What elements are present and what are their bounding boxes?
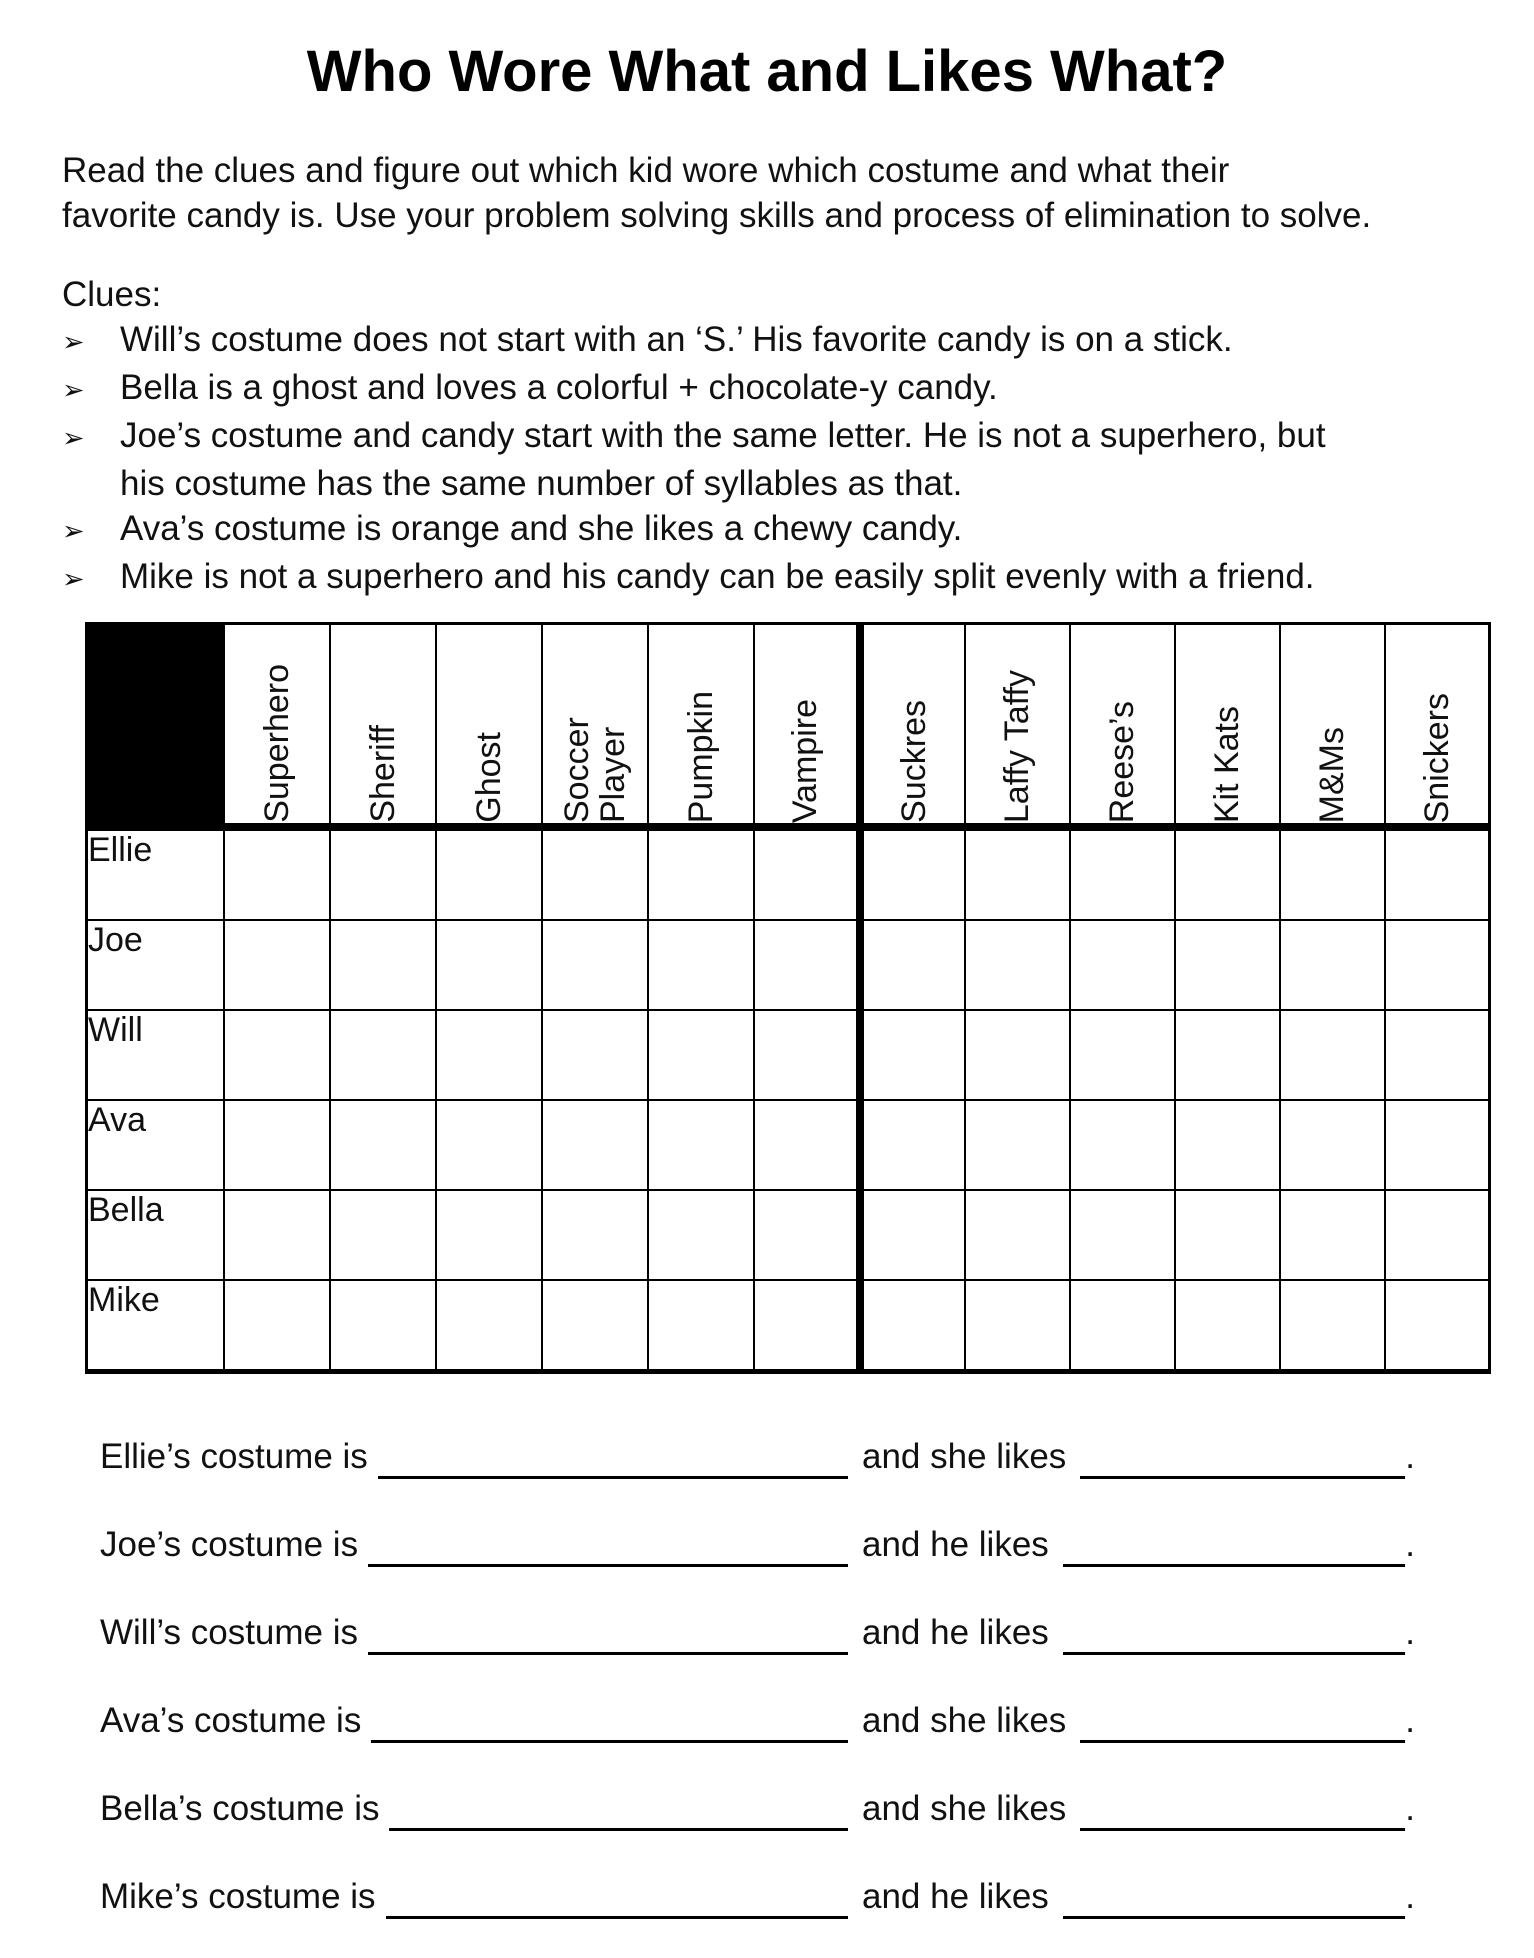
answers-section bbox=[100, 1434, 1534, 1919]
answer-lead: Mike’s costume is bbox=[100, 1877, 376, 1916]
arrow-bullet-icon: ➢ bbox=[62, 423, 85, 454]
grid-cell[interactable] bbox=[542, 827, 648, 920]
col-header-label: Pumpkin bbox=[681, 690, 720, 823]
grid-cell[interactable] bbox=[1070, 1280, 1175, 1372]
answer-lead: Joe’s costume is bbox=[100, 1525, 359, 1564]
answer-blank-costume[interactable] bbox=[368, 1616, 848, 1655]
grid-cell[interactable] bbox=[754, 920, 860, 1010]
grid-row-bella bbox=[87, 1190, 1490, 1280]
answer-period: . bbox=[1405, 1877, 1415, 1916]
grid-cell[interactable] bbox=[965, 920, 1070, 1010]
grid-cell[interactable] bbox=[754, 1100, 860, 1190]
grid-cell[interactable] bbox=[1070, 920, 1175, 1010]
intro-paragraph bbox=[62, 148, 1534, 238]
grid-cell[interactable] bbox=[1385, 1280, 1490, 1372]
answer-mid: and he likes bbox=[862, 1613, 1049, 1652]
col-header-laffy-taffy bbox=[965, 624, 1070, 828]
col-header-label: Suckres bbox=[894, 700, 933, 823]
clue-text: Mike is not a superhero and his candy can be easily split evenly with a friend. bbox=[120, 557, 1315, 596]
answer-blank-candy[interactable] bbox=[1063, 1880, 1405, 1919]
grid-cell[interactable] bbox=[1070, 827, 1175, 920]
col-header-snickers bbox=[1385, 624, 1490, 828]
grid-cell[interactable] bbox=[542, 1010, 648, 1100]
col-header-reeses bbox=[1070, 624, 1175, 828]
grid-cell[interactable] bbox=[648, 827, 754, 920]
grid-cell[interactable] bbox=[1070, 1100, 1175, 1190]
col-header-label: Vampire bbox=[786, 698, 824, 823]
grid-cell[interactable] bbox=[648, 920, 754, 1010]
grid-row-ava bbox=[87, 1100, 1490, 1190]
answer-row-ellie bbox=[100, 1434, 1415, 1479]
grid-cell[interactable] bbox=[1385, 920, 1490, 1010]
col-header-superhero bbox=[224, 624, 330, 828]
answer-period: . bbox=[1405, 1701, 1415, 1740]
row-label-joe: Joe bbox=[87, 920, 224, 1010]
col-header-kit-kats bbox=[1175, 624, 1280, 828]
grid-cell[interactable] bbox=[1175, 1190, 1280, 1280]
grid-cell[interactable] bbox=[754, 1280, 860, 1372]
grid-cell[interactable] bbox=[542, 920, 648, 1010]
grid-cell[interactable] bbox=[860, 1100, 965, 1190]
col-header-label: Soccer Player bbox=[557, 717, 632, 823]
grid-cell[interactable] bbox=[330, 1010, 436, 1100]
grid-cell[interactable] bbox=[1175, 1100, 1280, 1190]
clue-text: Joe’s costume and candy start with the same letter. He is not a superhero, but bbox=[120, 416, 1326, 455]
grid-cell[interactable] bbox=[224, 1280, 330, 1372]
grid-cell[interactable] bbox=[648, 1010, 754, 1100]
grid-cell[interactable] bbox=[330, 1280, 436, 1372]
grid-cell[interactable] bbox=[436, 1190, 542, 1280]
col-header-mms bbox=[1280, 624, 1385, 828]
answer-mid: and she likes bbox=[862, 1701, 1067, 1740]
col-header-pumpkin bbox=[648, 624, 754, 828]
grid-cell[interactable] bbox=[436, 827, 542, 920]
grid-corner-cell bbox=[87, 624, 224, 828]
grid-cell[interactable] bbox=[1070, 1010, 1175, 1100]
answer-blank-candy[interactable] bbox=[1080, 1792, 1405, 1831]
grid-cell[interactable] bbox=[1280, 827, 1385, 920]
grid-cell[interactable] bbox=[1175, 827, 1280, 920]
grid-cell[interactable] bbox=[224, 1100, 330, 1190]
clue-text: his costume has the same number of syllables as that. bbox=[120, 464, 963, 503]
answer-lead: Ava’s costume is bbox=[100, 1701, 362, 1740]
grid-header-row bbox=[87, 624, 1490, 828]
clue-item-will bbox=[62, 317, 1534, 365]
answer-blank-candy[interactable] bbox=[1063, 1616, 1405, 1655]
grid-cell[interactable] bbox=[648, 1100, 754, 1190]
arrow-bullet-icon: ➢ bbox=[62, 516, 85, 547]
col-header-label: Reese’s bbox=[1103, 700, 1141, 823]
grid-cell[interactable] bbox=[330, 920, 436, 1010]
answer-blank-candy[interactable] bbox=[1063, 1528, 1405, 1567]
grid-cell[interactable] bbox=[1070, 1190, 1175, 1280]
grid-cell[interactable] bbox=[1280, 1280, 1385, 1372]
grid-cell[interactable] bbox=[330, 1190, 436, 1280]
answer-lead: Will’s costume is bbox=[100, 1613, 359, 1652]
answer-row-joe bbox=[100, 1522, 1415, 1567]
answer-row-ava bbox=[100, 1698, 1415, 1743]
row-label-will: Will bbox=[87, 1010, 224, 1100]
answer-row-mike bbox=[100, 1874, 1415, 1919]
grid-cell[interactable] bbox=[1280, 1100, 1385, 1190]
grid-cell[interactable] bbox=[436, 1280, 542, 1372]
clue-text: Bella is a ghost and loves a colorful + chocolate-y candy. bbox=[120, 368, 998, 407]
grid-cell[interactable] bbox=[330, 1100, 436, 1190]
grid-cell[interactable] bbox=[1175, 920, 1280, 1010]
answer-lead: Bella’s costume is bbox=[100, 1789, 380, 1828]
col-header-ghost bbox=[436, 624, 542, 828]
row-label-mike: Mike bbox=[87, 1280, 224, 1372]
grid-cell[interactable] bbox=[1385, 1010, 1490, 1100]
arrow-bullet-icon: ➢ bbox=[62, 327, 85, 358]
grid-cell[interactable] bbox=[965, 1190, 1070, 1280]
col-header-label: M&Ms bbox=[1313, 726, 1351, 823]
col-header-label: Superhero bbox=[257, 664, 296, 823]
answer-period: . bbox=[1405, 1613, 1415, 1652]
grid-cell[interactable] bbox=[1280, 1190, 1385, 1280]
grid-cell[interactable] bbox=[1385, 827, 1490, 920]
grid-cell[interactable] bbox=[224, 1010, 330, 1100]
answer-mid: and she likes bbox=[862, 1789, 1067, 1828]
answer-blank-costume[interactable] bbox=[389, 1792, 848, 1831]
answer-blank-costume[interactable] bbox=[378, 1440, 848, 1479]
grid-row-joe bbox=[87, 920, 1490, 1010]
grid-cell[interactable] bbox=[860, 827, 965, 920]
grid-cell[interactable] bbox=[542, 1190, 648, 1280]
logic-grid-table bbox=[85, 622, 1491, 1374]
intro-line: favorite candy is. Use your problem solving skills and process of elimination to solve. bbox=[62, 196, 1372, 235]
grid-cell[interactable] bbox=[224, 827, 330, 920]
grid-cell[interactable] bbox=[224, 1190, 330, 1280]
answer-blank-costume[interactable] bbox=[368, 1528, 848, 1567]
row-label-ava: Ava bbox=[87, 1100, 224, 1190]
clue-item-joe bbox=[62, 413, 1534, 461]
intro-line: Read the clues and figure out which kid wore which costume and what their bbox=[62, 151, 1230, 190]
col-header-label: Ghost bbox=[469, 732, 508, 823]
col-header-label: Kit Kats bbox=[1208, 705, 1246, 823]
clue-item-ava bbox=[62, 506, 1534, 554]
answer-blank-costume[interactable] bbox=[386, 1880, 848, 1919]
col-header-label: Laffy Taffy bbox=[998, 669, 1036, 823]
grid-cell[interactable] bbox=[542, 1100, 648, 1190]
clue-text: Ava’s costume is orange and she likes a chewy candy. bbox=[120, 509, 963, 548]
grid-cell[interactable] bbox=[1175, 1010, 1280, 1100]
answer-mid: and she likes bbox=[862, 1437, 1067, 1476]
clue-item-mike bbox=[62, 554, 1534, 602]
page-title: Who Wore What and Likes What? bbox=[306, 39, 1228, 104]
grid-row-ellie bbox=[87, 827, 1490, 920]
grid-cell[interactable] bbox=[860, 1280, 965, 1372]
clues-list bbox=[62, 317, 1534, 602]
grid-cell[interactable] bbox=[965, 1280, 1070, 1372]
grid-cell[interactable] bbox=[1280, 920, 1385, 1010]
arrow-bullet-icon: ➢ bbox=[62, 564, 85, 595]
col-header-vampire bbox=[754, 624, 860, 828]
row-label-ellie: Ellie bbox=[87, 827, 224, 920]
grid-cell[interactable] bbox=[965, 827, 1070, 920]
col-header-label: Snickers bbox=[1417, 692, 1456, 823]
answer-period: . bbox=[1405, 1525, 1415, 1564]
grid-row-will bbox=[87, 1010, 1490, 1100]
grid-cell[interactable] bbox=[754, 827, 860, 920]
grid-cell[interactable] bbox=[542, 1280, 648, 1372]
grid-cell[interactable] bbox=[436, 1010, 542, 1100]
grid-cell[interactable] bbox=[224, 920, 330, 1010]
row-label-bella: Bella bbox=[87, 1190, 224, 1280]
grid-cell[interactable] bbox=[754, 1190, 860, 1280]
grid-cell[interactable] bbox=[860, 1010, 965, 1100]
grid-cell[interactable] bbox=[648, 1280, 754, 1372]
clue-text: Will’s costume does not start with an ‘S.’ His favorite candy is on a stick. bbox=[120, 320, 1233, 359]
answer-mid: and he likes bbox=[862, 1525, 1049, 1564]
grid-cell[interactable] bbox=[860, 920, 965, 1010]
answer-row-bella bbox=[100, 1786, 1415, 1831]
answer-blank-candy[interactable] bbox=[1080, 1704, 1405, 1743]
grid-row-mike bbox=[87, 1280, 1490, 1372]
col-header-label: Sheriff bbox=[363, 725, 402, 823]
grid-cell[interactable] bbox=[330, 827, 436, 920]
grid-cell[interactable] bbox=[436, 920, 542, 1010]
clues-heading: Clues: bbox=[62, 275, 162, 314]
grid-cell[interactable] bbox=[965, 1010, 1070, 1100]
arrow-bullet-icon: ➢ bbox=[62, 375, 85, 406]
answer-row-will bbox=[100, 1610, 1415, 1655]
grid-cell[interactable] bbox=[1175, 1280, 1280, 1372]
grid-cell[interactable] bbox=[648, 1190, 754, 1280]
col-header-sheriff bbox=[330, 624, 436, 828]
answer-blank-costume[interactable] bbox=[371, 1704, 848, 1743]
grid-cell[interactable] bbox=[965, 1100, 1070, 1190]
grid-cell[interactable] bbox=[860, 1190, 965, 1280]
clue-item-joe-continued bbox=[62, 461, 1534, 506]
grid-cell[interactable] bbox=[1385, 1100, 1490, 1190]
answer-period: . bbox=[1405, 1437, 1415, 1476]
answer-lead: Ellie’s costume is bbox=[100, 1437, 368, 1476]
grid-cell[interactable] bbox=[1280, 1010, 1385, 1100]
grid-cell[interactable] bbox=[1385, 1190, 1490, 1280]
answer-mid: and he likes bbox=[862, 1877, 1049, 1916]
answer-period: . bbox=[1405, 1789, 1415, 1828]
answer-blank-candy[interactable] bbox=[1080, 1440, 1405, 1479]
col-header-suckres bbox=[860, 624, 965, 828]
grid-cell[interactable] bbox=[436, 1100, 542, 1190]
clue-item-bella bbox=[62, 365, 1534, 413]
grid-cell[interactable] bbox=[754, 1010, 860, 1100]
col-header-soccer-player bbox=[542, 624, 648, 828]
